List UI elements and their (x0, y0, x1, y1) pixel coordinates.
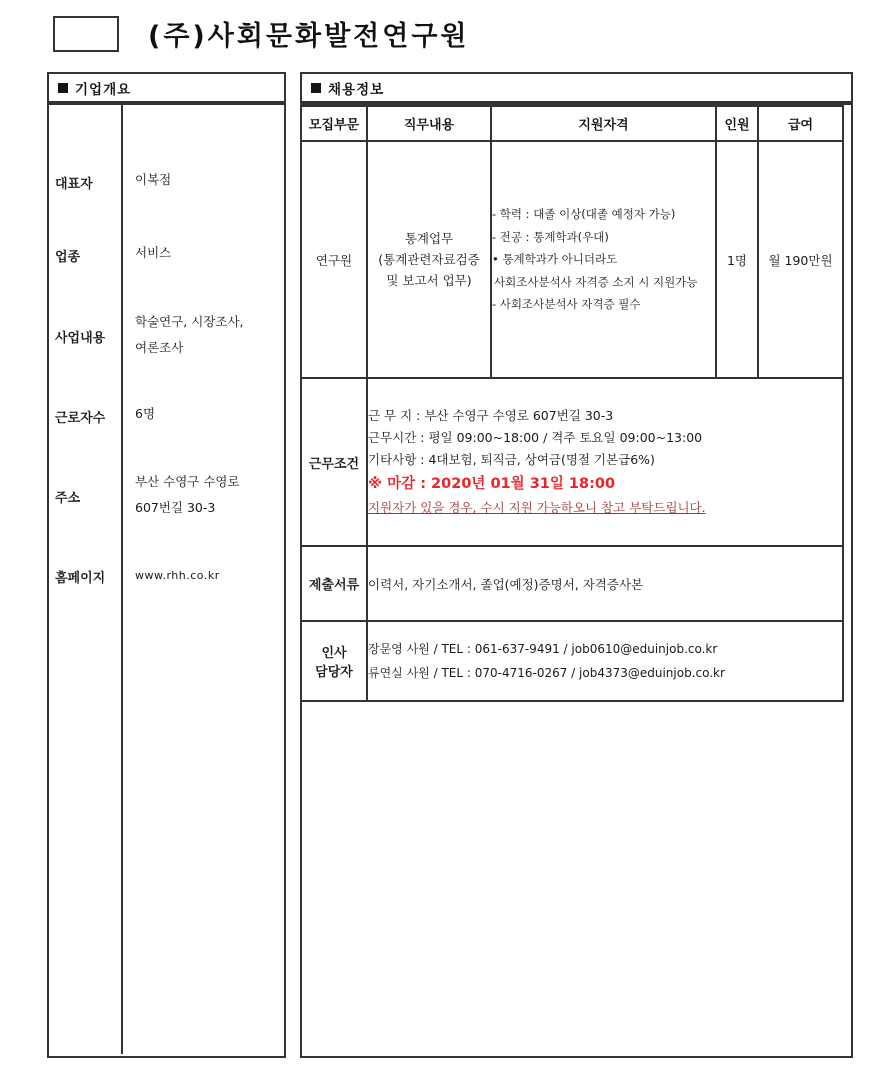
col-header-part: 모집부문 (301, 106, 367, 141)
company-section-title: 기업개요 (75, 81, 132, 98)
field-value (135, 309, 244, 361)
qualification-line: - 학력 : 대졸 이상(대졸 예정자 가능) (492, 207, 676, 222)
apply-anytime-note: 지원자가 있을 경우, 수시 지원 가능하오니 참고 부탁드립니다. (368, 500, 706, 515)
field-value-line: 여론조사 (135, 340, 184, 355)
qualification-line: • 통계학과가 아니더라도 (492, 252, 618, 267)
contact-person-line: 장문영 사원 / TEL : 061-637-9491 / job0610@eduinjob.co.kr (368, 642, 718, 656)
header-checkbox (53, 16, 119, 52)
condition-line: 근무시간 : 평일 09:00~18:00 / 격주 토요일 09:00~13:00 (368, 430, 703, 445)
field-value: 6명 (135, 406, 156, 421)
documents-content: 이력서, 자기소개서, 졸업(예정)증명서, 자격증사본 (367, 546, 843, 621)
homepage-url: www.rhh.co.kr (135, 569, 220, 582)
qualification-line: - 사회조사분석사 자격증 필수 (492, 297, 641, 312)
company-overview-panel (47, 103, 286, 1058)
position-salary: 월 190만원 (758, 141, 843, 378)
qualification-line: - 전공 : 통계학과(우대) (492, 229, 609, 244)
duty-line: (통계관련자료검증 (378, 252, 480, 267)
documents-row (301, 546, 843, 621)
col-header-salary: 급여 (758, 106, 843, 141)
recruit-section-header (300, 72, 853, 103)
col-header-headcount: 인원 (716, 106, 758, 141)
conditions-row (301, 378, 843, 546)
col-header-duty: 직무내용 (367, 106, 491, 141)
position-headcount: 1명 (716, 141, 758, 378)
recruit-info-panel (300, 103, 853, 1058)
field-label: 홈페이지 (55, 571, 106, 586)
field-value-line: 학술연구, 시장조사, (135, 314, 244, 329)
field-value (135, 469, 240, 521)
field-label: 근로자수 (55, 411, 106, 426)
documents-label: 제출서류 (301, 546, 367, 621)
conditions-content (367, 378, 843, 546)
position-duty (367, 141, 491, 378)
company-section-header (47, 72, 286, 103)
table-header-row (301, 106, 843, 141)
conditions-label: 근무조건 (301, 378, 367, 546)
recruit-table (300, 105, 844, 702)
contact-label-line: 담당자 (315, 665, 353, 680)
field-label: 업종 (55, 250, 81, 265)
page-title: (주)사회문화발전연구원 (148, 21, 470, 52)
contact-label (301, 621, 367, 701)
field-value-line: 부산 수영구 수영로 (135, 474, 240, 489)
condition-line: 근 무 지 : 부산 수영구 수영로 607번길 30-3 (368, 408, 614, 423)
field-value: 이복점 (135, 172, 172, 187)
qualification-line: 사회조사분석사 자격증 소지 시 지원가능 (494, 274, 698, 289)
duty-line: 및 보고서 업무) (386, 273, 472, 288)
condition-line: 기타사항 : 4대보험, 퇴직금, 상여금(명절 기본급6%) (368, 452, 655, 467)
panel-divider (121, 103, 123, 1054)
position-part: 연구원 (301, 141, 367, 378)
field-label: 대표자 (55, 177, 93, 192)
deadline-line: ※ 마감 : 2020년 01월 31일 18:00 (368, 476, 616, 492)
field-value-line: 607번길 30-3 (135, 500, 216, 515)
recruit-section-title: 채용정보 (328, 81, 385, 98)
duty-line: 통계업무 (404, 231, 454, 246)
contact-content (367, 621, 843, 701)
contact-row (301, 621, 843, 701)
contact-label-line: 인사 (321, 646, 347, 661)
section-marker-icon (58, 83, 68, 93)
section-marker-icon (311, 83, 321, 93)
position-row (301, 141, 843, 378)
field-value: 서비스 (135, 245, 172, 260)
col-header-qualification: 지원자격 (491, 106, 716, 141)
position-qualifications (491, 141, 716, 378)
field-label: 주소 (55, 491, 81, 506)
contact-person-line: 류연실 사원 / TEL : 070-4716-0267 / job4373@eduinjob.co.kr (368, 666, 725, 680)
field-label: 사업내용 (55, 331, 106, 346)
